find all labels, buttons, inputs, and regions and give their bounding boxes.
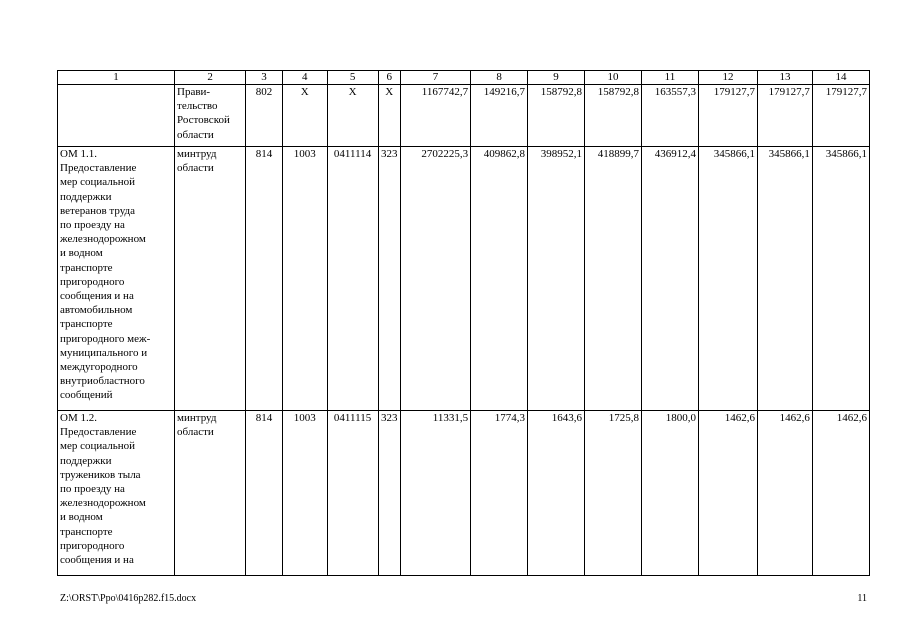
value-cell: 1462,6 xyxy=(757,411,812,576)
value-cell: 1800,0 xyxy=(641,411,698,576)
name-line: мер социальной xyxy=(60,176,136,189)
value-cell: 802 xyxy=(246,85,283,147)
table-row xyxy=(58,85,870,147)
name-cell xyxy=(58,411,175,576)
value-cell: 345866,1 xyxy=(757,147,812,411)
value-cell: 345866,1 xyxy=(698,147,757,411)
value-cell: 0411114 xyxy=(327,147,378,411)
name-line: железнодорожном xyxy=(60,233,146,246)
value-cell: 1167742,7 xyxy=(400,85,470,147)
name-line: и водном xyxy=(60,247,103,260)
column-number: 2 xyxy=(175,71,246,85)
value-cell: 2702225,3 xyxy=(400,147,470,411)
executor-line: области xyxy=(177,426,214,439)
value-cell: 1462,6 xyxy=(698,411,757,576)
name-line: сообщения и на xyxy=(60,554,134,567)
name-line: по проезду на xyxy=(60,483,125,496)
name-cell xyxy=(58,85,175,147)
name-line: автомобильном xyxy=(60,304,133,317)
column-number: 4 xyxy=(282,71,327,85)
name-line: сообщения и на xyxy=(60,290,134,303)
name-line: транспорте xyxy=(60,261,113,274)
name-line: транспорте xyxy=(60,318,113,331)
executor-line: минтруд xyxy=(177,148,217,160)
value-cell: 409862,8 xyxy=(471,147,528,411)
value-cell: 179127,7 xyxy=(698,85,757,147)
executor-cell xyxy=(175,147,246,411)
value-cell: 11331,5 xyxy=(400,411,470,576)
value-cell: 0411115 xyxy=(327,411,378,576)
name-line: железнодорожном xyxy=(60,497,146,510)
name-line: ОМ 1.2. xyxy=(60,412,97,424)
column-number: 7 xyxy=(400,71,470,85)
name-line: по проезду на xyxy=(60,219,125,232)
name-line: Предоставление xyxy=(60,426,137,439)
name-line: ветеранов труда xyxy=(60,204,135,217)
executor-line: области xyxy=(177,162,214,175)
name-line: пригородного xyxy=(60,275,125,288)
name-line: пригородного xyxy=(60,539,125,552)
name-line: Предоставление xyxy=(60,162,137,175)
column-number: 13 xyxy=(757,71,812,85)
value-cell: Х xyxy=(327,85,378,147)
value-cell: 323 xyxy=(378,411,400,576)
name-line: междугородного xyxy=(60,361,138,374)
column-number: 1 xyxy=(58,71,175,85)
column-number: 11 xyxy=(641,71,698,85)
column-number-row xyxy=(58,71,870,85)
executor-line: минтруд xyxy=(177,412,217,424)
value-cell: 1643,6 xyxy=(528,411,585,576)
executor-cell xyxy=(175,411,246,576)
executor-line: области xyxy=(177,128,214,141)
value-cell: 149216,7 xyxy=(471,85,528,147)
name-line: ОМ 1.1. xyxy=(60,148,97,160)
value-cell: 1003 xyxy=(282,411,327,576)
column-number: 14 xyxy=(812,71,869,85)
footer-page-number: 11 xyxy=(857,593,867,604)
footer-file-path: Z:\ORST\Ppo\0416p282.f15.docx xyxy=(60,593,197,604)
value-cell: 1774,3 xyxy=(471,411,528,576)
column-number: 12 xyxy=(698,71,757,85)
table-row xyxy=(58,147,870,411)
value-cell: 158792,8 xyxy=(585,85,642,147)
value-cell: 418899,7 xyxy=(585,147,642,411)
value-cell: 179127,7 xyxy=(812,85,869,147)
executor-line: Ростовской xyxy=(177,114,230,127)
name-line: муниципального и xyxy=(60,346,148,359)
name-line: пригородного меж- xyxy=(60,332,151,345)
name-line: и водном xyxy=(60,511,103,524)
column-number: 3 xyxy=(246,71,283,85)
name-line: внутриобластного xyxy=(60,375,145,388)
value-cell: 1003 xyxy=(282,147,327,411)
column-number: 9 xyxy=(528,71,585,85)
value-cell: 814 xyxy=(246,147,283,411)
table-row xyxy=(58,411,870,576)
budget-table xyxy=(57,70,870,576)
name-line: сообщений xyxy=(60,389,113,402)
value-cell: 436912,4 xyxy=(641,147,698,411)
name-line: поддержки xyxy=(60,190,112,203)
value-cell: 398952,1 xyxy=(528,147,585,411)
name-line: тружеников тыла xyxy=(60,468,141,481)
column-number: 8 xyxy=(471,71,528,85)
name-line: мер социальной xyxy=(60,440,136,453)
value-cell: 179127,7 xyxy=(757,85,812,147)
value-cell: 1462,6 xyxy=(812,411,869,576)
executor-cell xyxy=(175,85,246,147)
column-number: 6 xyxy=(378,71,400,85)
value-cell: Х xyxy=(282,85,327,147)
value-cell: 814 xyxy=(246,411,283,576)
executor-line: тельство xyxy=(177,100,218,113)
value-cell: 1725,8 xyxy=(585,411,642,576)
value-cell: Х xyxy=(378,85,400,147)
name-line: транспорте xyxy=(60,525,113,538)
column-number: 10 xyxy=(585,71,642,85)
value-cell: 163557,3 xyxy=(641,85,698,147)
name-line: поддержки xyxy=(60,454,112,467)
column-number: 5 xyxy=(327,71,378,85)
value-cell: 323 xyxy=(378,147,400,411)
name-cell xyxy=(58,147,175,411)
executor-line: Прави- xyxy=(177,86,211,98)
value-cell: 345866,1 xyxy=(812,147,869,411)
value-cell: 158792,8 xyxy=(528,85,585,147)
